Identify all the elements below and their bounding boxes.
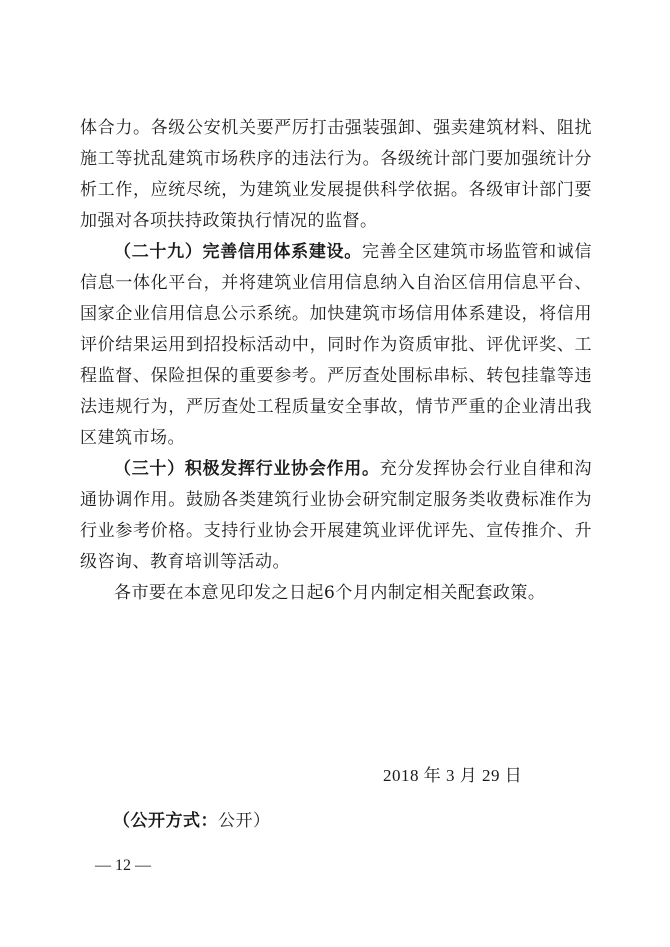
paragraph-industry-associations	[80, 454, 592, 578]
paragraph-closing	[80, 578, 592, 609]
paragraph-text: 各市要在本意见印发之日起6个月内制定相关配套政策。	[114, 583, 546, 603]
document-date: 2018 年 3 月 29 日	[383, 766, 523, 785]
paragraph-text: 充分发挥协会行业自律和沟通协调作用。鼓励各类建筑行业协会研究制定服务类收费标准作为行业参考价格。支持行业协会开展建筑业评优评先、宣传推介、升级咨询、教育培训等活动。	[80, 459, 593, 572]
document-body	[80, 113, 592, 609]
disclosure-note	[113, 806, 271, 831]
paragraph-text: 体合力。各级公安机关要严厉打击强装强卸、强卖建筑材料、阻扰施工等扰乱建筑市场秩序的违法行为。各级统计部门要加强统计分析工作，应统尽统，为建筑业发展提供科学依据。各级审计部门要加强对各项扶持政策执行情况的监督。	[80, 118, 592, 231]
paragraph-text: 完善全区建筑市场监管和诚信信息一体化平台，并将建筑业信用信息纳入自治区信用信息平台、国家企业信用信息公示系统。加快建筑市场信用体系建设，将信用评价结果运用到招投标活动中，同时作为资质审批、评优评奖、工程监督、保险担保的重要参考。严厉查处围标串标、转包挂靠等违法违规行为，严厉查处工程质量安全事故，情节严重的企业清出我区建筑市场。	[80, 242, 593, 448]
disclosure-label: （公开方式：	[113, 811, 218, 831]
paragraph-heading: （二十九）完善信用体系建设。	[114, 242, 362, 262]
disclosure-value: 公开）	[218, 811, 271, 831]
paragraph-continuation	[80, 113, 592, 237]
page-number: — 12 —	[95, 857, 151, 874]
paragraph-credit-system	[80, 237, 592, 454]
paragraph-heading: （三十）积极发挥行业协会作用。	[114, 459, 380, 479]
